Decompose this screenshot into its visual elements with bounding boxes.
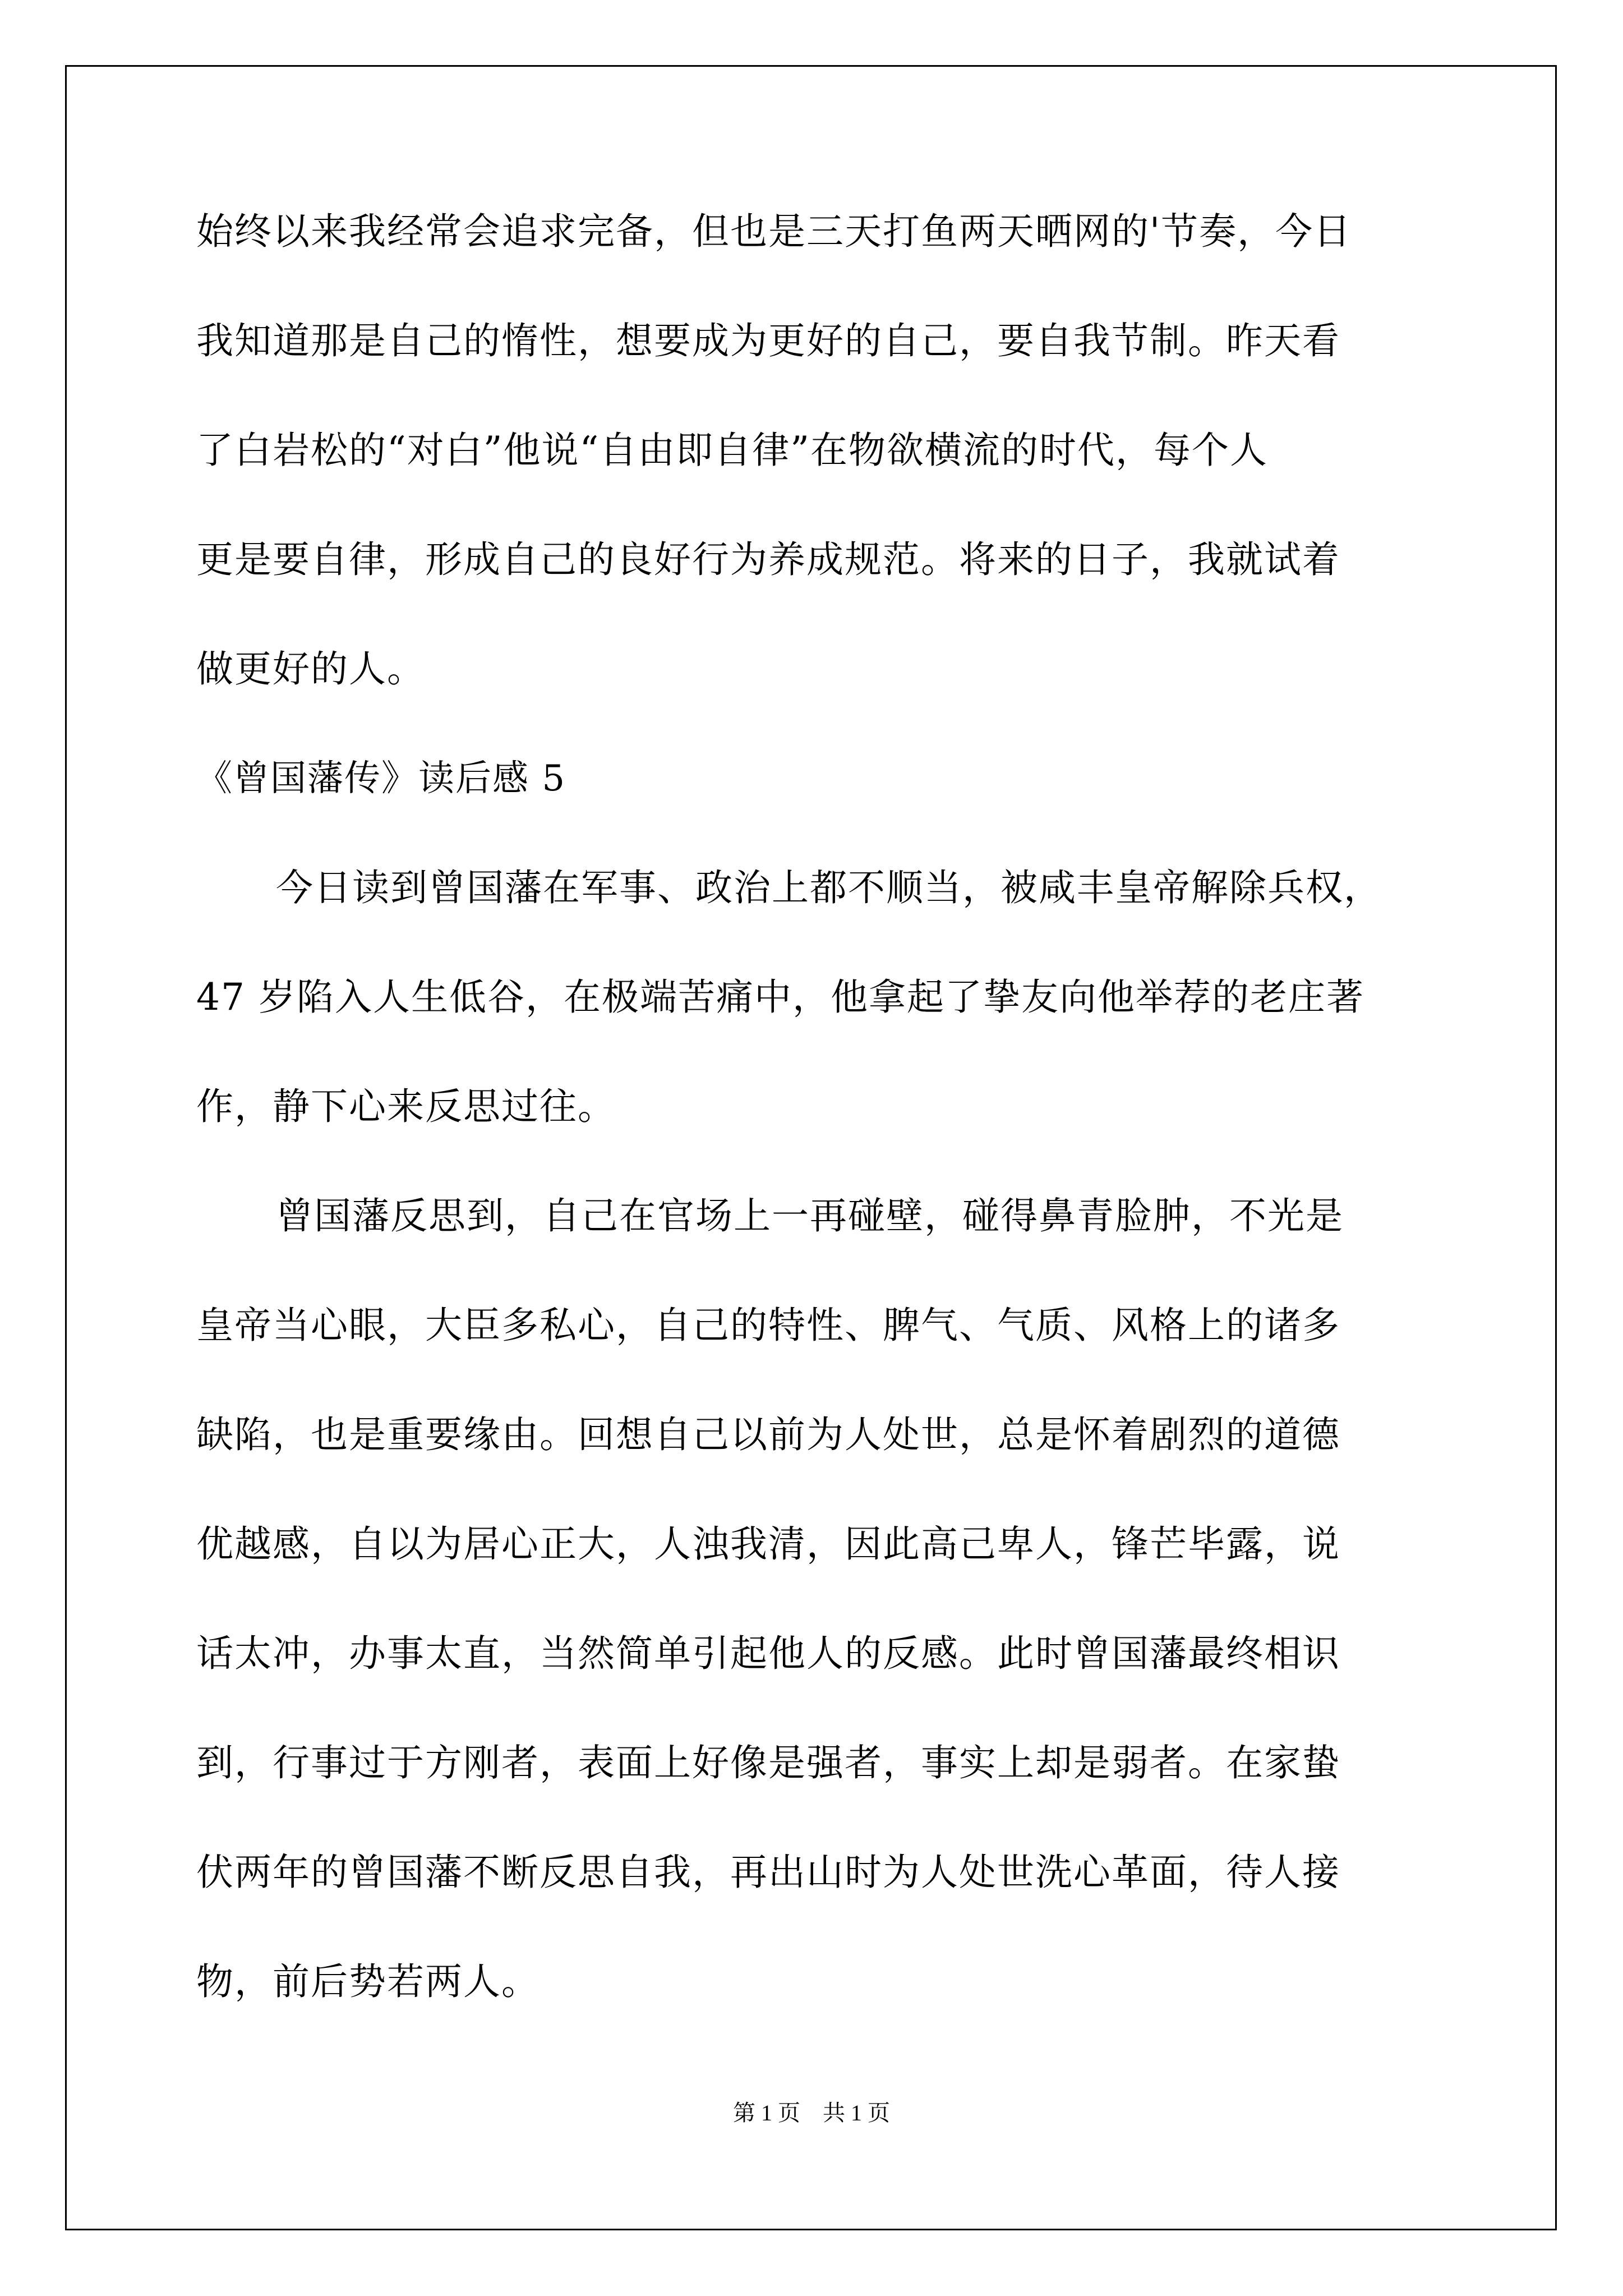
text-line: 缺陷，也是重要缘由。回想自己以前为人处世，总是怀着剧烈的道德 — [196, 1413, 1340, 1456]
text-line: 做更好的人。 — [196, 647, 425, 691]
text-line: 了白岩松的“对白”他说“自由即自律”在物欲横流的时代，每个人 — [196, 429, 1268, 472]
text-line: 话太冲，办事太直，当然简单引起他人的反感。此时曾国藩最终相识 — [196, 1632, 1340, 1675]
document-body — [196, 210, 1430, 2073]
text-line: 47 岁陷入人生低谷，在极端苦痛中，他拿起了挚友向他举荐的老庄著 — [196, 976, 1364, 1019]
text-line: 曾国藩反思到，自己在官场上一再碰壁，碰得鼻青脸肿，不光是 — [276, 1194, 1344, 1237]
text-line: 始终以来我经常会追求完备，但也是三天打鱼两天晒网的'节奏，今日 — [196, 210, 1352, 253]
text-line: 皇帝当心眼，大臣多私心，自己的特性、脾气、气质、风格上的诸多 — [196, 1304, 1340, 1347]
page-footer: 第 1 页 共 1 页 — [733, 2100, 890, 2125]
text-line: 伏两年的曾国藩不断反思自我，再出山时为人处世洗心革面，待人接 — [196, 1851, 1340, 1894]
text-line: 优越感，自以为居心正大，人浊我清，因此高己卑人，锋芒毕露，说 — [196, 1522, 1340, 1566]
text-line: 我知道那是自己的惰性，想要成为更好的自己，要自我节制。昨天看 — [196, 319, 1340, 362]
paragraph-continuation — [196, 210, 1430, 760]
text-line: 作，静下心来反思过往。 — [196, 1085, 616, 1128]
paragraph — [196, 1194, 1430, 2073]
paragraph — [196, 866, 1430, 1198]
text-line: 更是要自律，形成自己的良好行为养成规范。将来的日子，我就试着 — [196, 538, 1340, 581]
text-line: 物，前后势若两人。 — [196, 1960, 540, 2003]
text-line: 到，行事过于方刚者，表面上好像是强者，事实上却是弱者。在家蛰 — [196, 1741, 1340, 1784]
section-heading — [196, 760, 1430, 869]
text-line: 今日读到曾国藩在军事、政治上都不顺当，被咸丰皇帝解除兵权， — [276, 866, 1382, 909]
heading-line: 《曾国藩传》读后感 5 — [196, 758, 566, 799]
